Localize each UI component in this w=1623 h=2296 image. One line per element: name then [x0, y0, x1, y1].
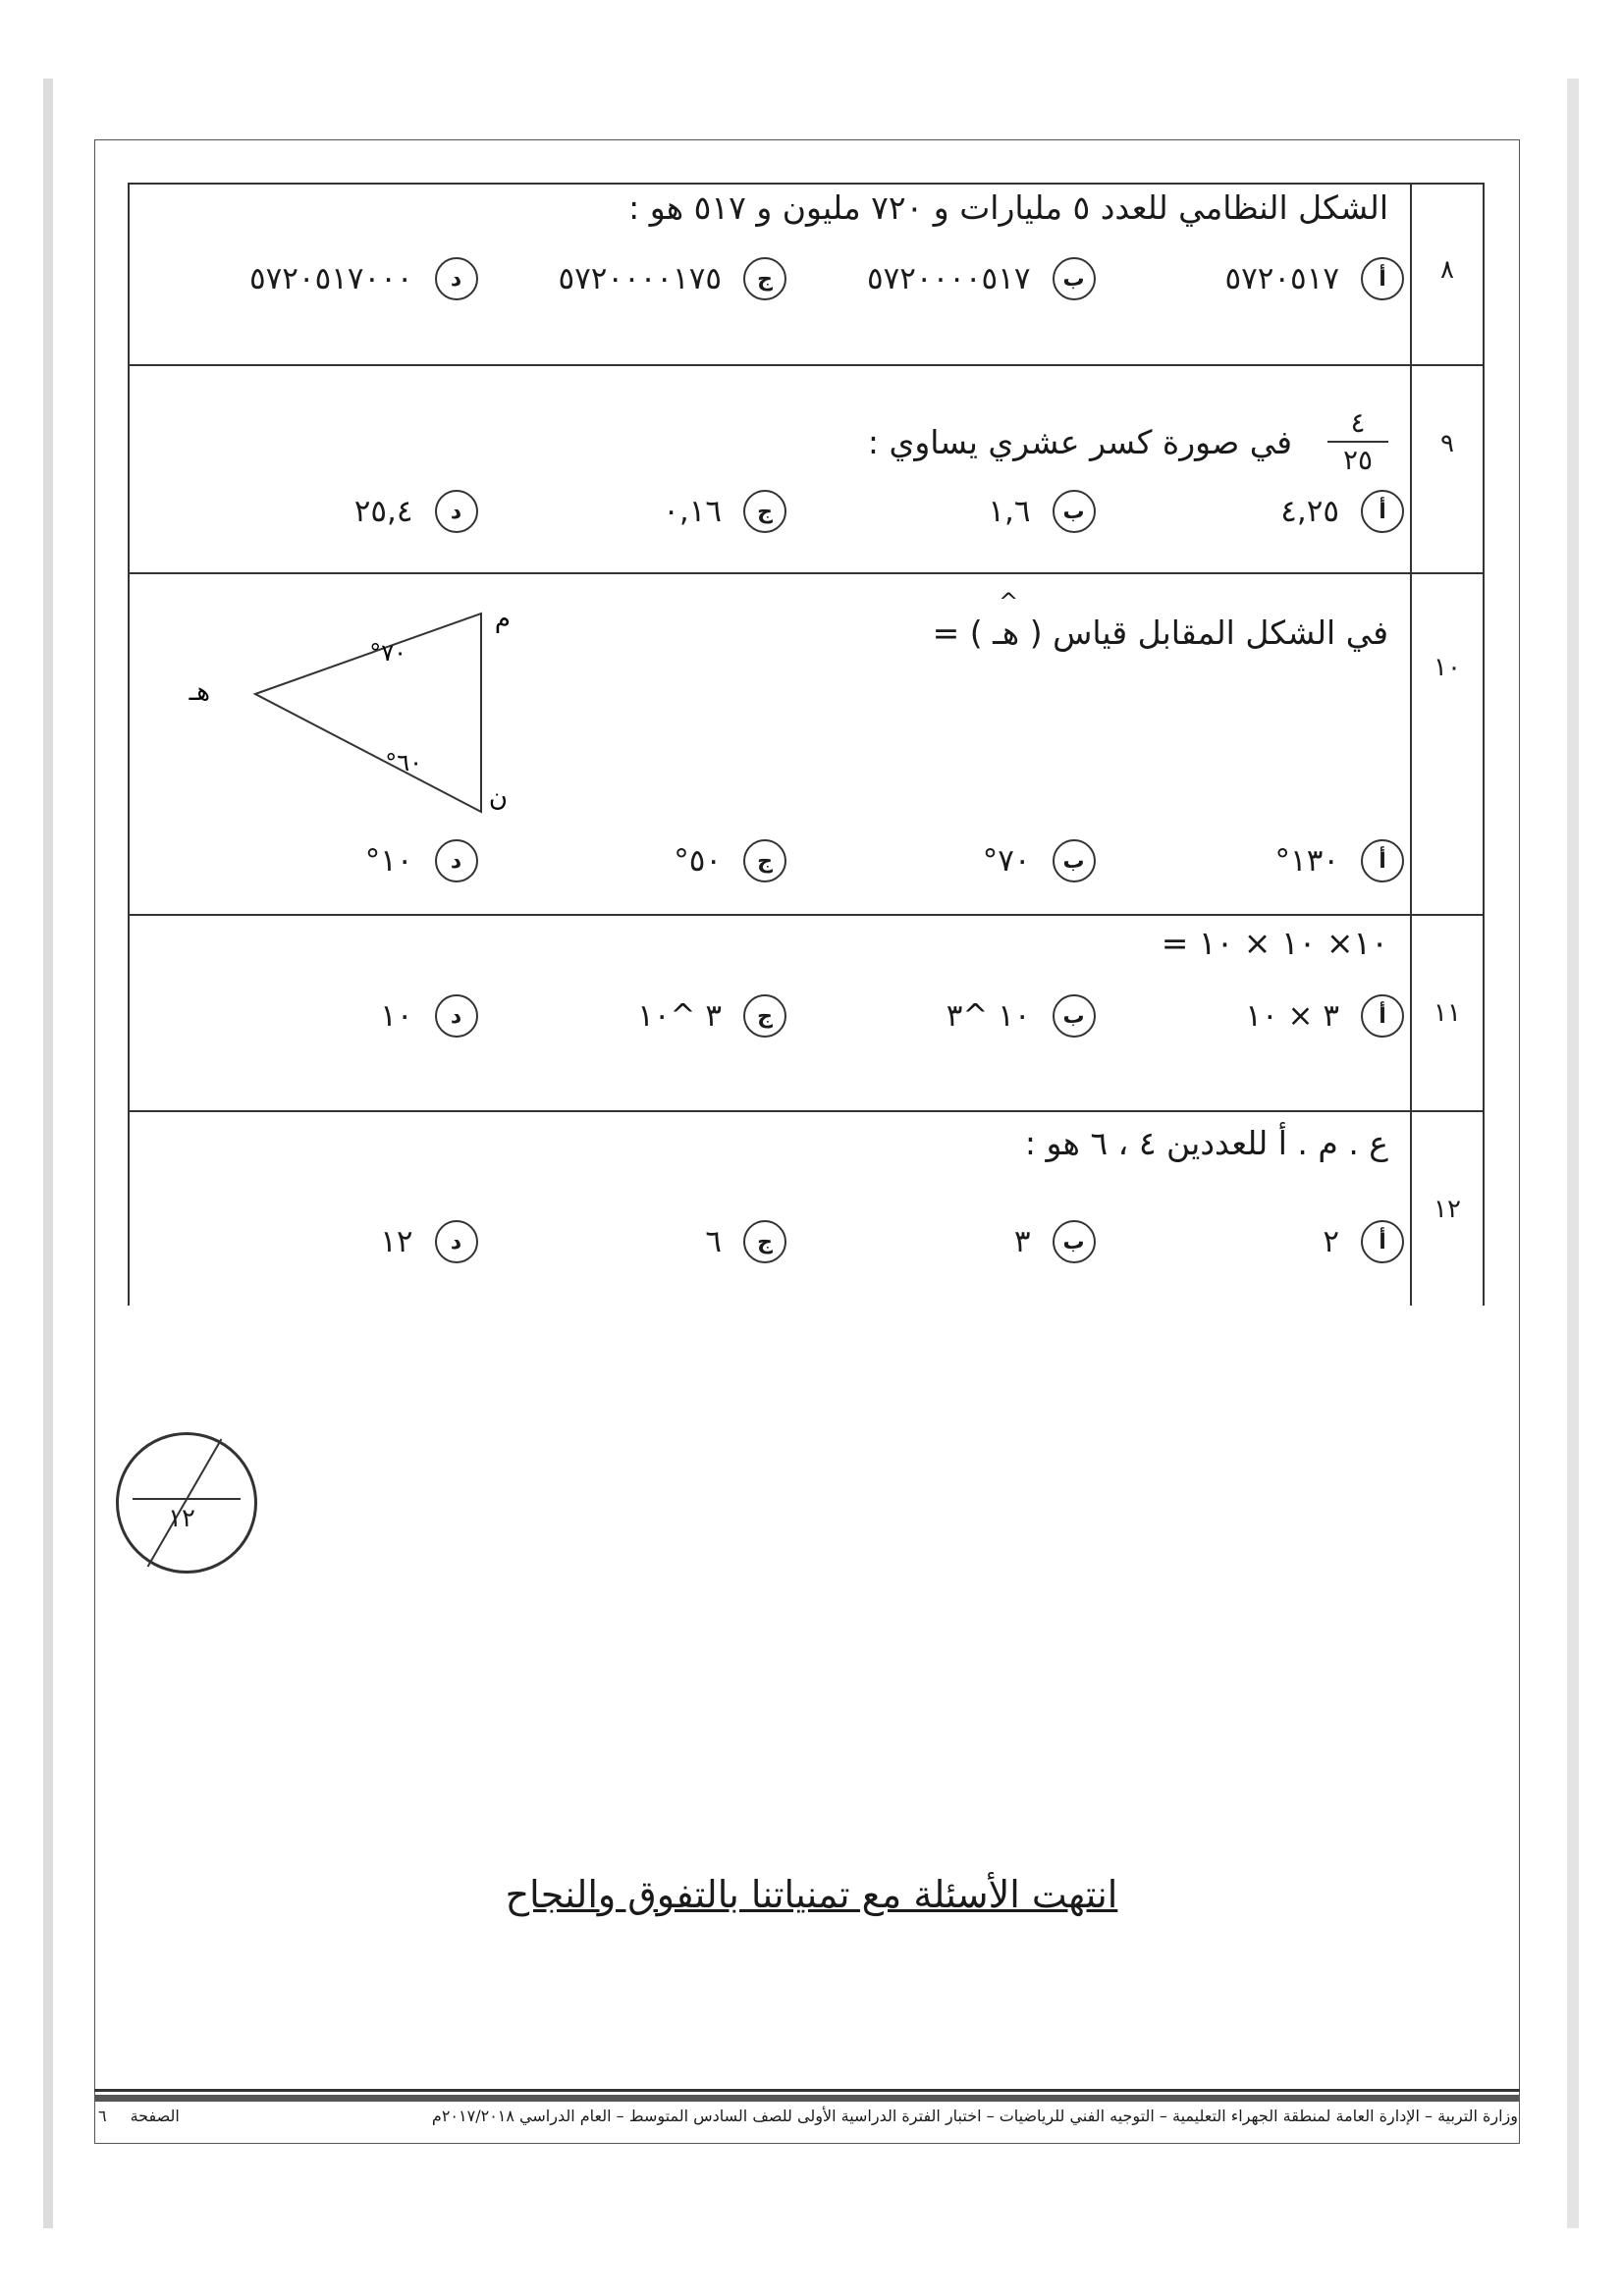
question-text	[868, 405, 1388, 478]
option-letter: أ	[1361, 994, 1404, 1038]
option-value: ٣	[1013, 1224, 1031, 1259]
option-b[interactable]	[786, 839, 1096, 882]
option-letter: ب	[1053, 994, 1096, 1038]
option-d[interactable]	[169, 490, 478, 533]
fraction-denominator: ٢٥	[1342, 444, 1374, 476]
question-number: ١٠	[1411, 573, 1484, 915]
option-letter: ج	[743, 490, 786, 533]
option-letter: ج	[743, 839, 786, 882]
option-c[interactable]	[478, 839, 787, 882]
angle-m-value: ٧٠°	[369, 639, 406, 667]
option-value: ٦	[705, 1224, 722, 1259]
option-letter: د	[435, 839, 478, 882]
option-c[interactable]	[478, 257, 787, 300]
option-b[interactable]	[786, 994, 1096, 1038]
option-value: ١٠	[380, 998, 413, 1034]
vertex-m: م	[494, 605, 511, 634]
option-value: ٥٧٢٠٥١٧	[1224, 261, 1339, 296]
option-b[interactable]	[786, 490, 1096, 533]
option-a[interactable]	[1096, 490, 1405, 533]
options	[169, 490, 1404, 533]
question-row-9	[129, 365, 1484, 573]
page-label: الصفحة	[130, 2107, 180, 2125]
option-d[interactable]	[169, 839, 478, 882]
triangle-figure	[169, 604, 522, 829]
option-d[interactable]	[169, 994, 478, 1038]
question-number: ٩	[1411, 365, 1484, 573]
fraction	[1327, 405, 1388, 478]
vertex-h: هـ	[189, 677, 210, 707]
options	[169, 257, 1404, 300]
option-d[interactable]	[169, 257, 478, 300]
option-letter: د	[435, 490, 478, 533]
option-letter: د	[435, 994, 478, 1038]
question-row-11	[129, 915, 1484, 1111]
option-value: ٥٧٢٠٠٠٠١٧٥	[558, 261, 722, 296]
options	[169, 1220, 1404, 1263]
question-row-8	[129, 184, 1484, 365]
option-value: ٥٠°	[674, 843, 722, 879]
footer-text: وزارة التربية – الإدارة العامة لمنطقة الجهراء التعليمية – التوجيه الفني للرياضيات – اختبار الفترة الدراسية الأولى للصف السادس المتوسط – العام الدراسي ٢٠١٧/٢٠١٨م	[431, 2107, 1518, 2125]
question-text: ١٠× ١٠ × ١٠ =	[1161, 924, 1388, 962]
question-text: الشكل النظامي للعدد ٥ مليارات و ٧٢٠ مليون و ٥١٧ هو :	[628, 188, 1388, 227]
option-letter: ج	[743, 994, 786, 1038]
option-letter: ج	[743, 257, 786, 300]
option-a[interactable]	[1096, 994, 1405, 1038]
vertex-n: ن	[488, 783, 508, 813]
option-value: ٧٠°	[982, 843, 1031, 879]
option-value: ٣ ^١٠	[637, 998, 722, 1034]
option-value: ١٢	[380, 1224, 413, 1259]
question-number: ٨	[1411, 184, 1484, 365]
option-letter: أ	[1361, 490, 1404, 533]
option-letter: ب	[1053, 839, 1096, 882]
option-value: ١٠ ^٣	[946, 998, 1031, 1034]
angle-n-value: ٦٠°	[385, 749, 422, 776]
grade-slash	[147, 1439, 223, 1568]
option-value: ٤,٢٥	[1280, 494, 1339, 529]
question-text: في الشكل المقابل قياس ( ^ هـ ) =	[933, 614, 1388, 652]
option-value: ٥٧٢٠٥١٧٠٠٠	[248, 261, 413, 296]
fraction-numerator: ٤	[1350, 406, 1366, 439]
option-value: ٢٥,٤	[353, 494, 413, 529]
option-letter: ب	[1053, 490, 1096, 533]
option-d[interactable]	[169, 1220, 478, 1263]
footer-rule-thick	[94, 2095, 1520, 2102]
option-letter: أ	[1361, 257, 1404, 300]
page-number: ٦	[98, 2107, 107, 2125]
option-b[interactable]	[786, 257, 1096, 300]
question-text: ع . م . أ للعددين ٤ ، ٦ هو :	[1024, 1124, 1388, 1162]
option-a[interactable]	[1096, 1220, 1405, 1263]
option-letter: ب	[1053, 257, 1096, 300]
footer	[98, 2107, 1518, 2125]
option-a[interactable]	[1096, 839, 1405, 882]
option-letter: د	[435, 257, 478, 300]
grade-circle	[116, 1432, 257, 1574]
option-letter: أ	[1361, 1220, 1404, 1263]
option-value: ٥٧٢٠٠٠٠٥١٧	[866, 261, 1031, 296]
option-a[interactable]	[1096, 257, 1405, 300]
option-value: ٢	[1323, 1224, 1339, 1259]
option-value: ٣ × ١٠	[1245, 998, 1339, 1034]
option-value: ١٠°	[364, 843, 413, 879]
options	[169, 994, 1404, 1038]
triangle-shape	[255, 614, 481, 812]
option-letter: د	[435, 1220, 478, 1263]
angle-letter: ^ هـ	[993, 614, 1019, 652]
option-c[interactable]	[478, 1220, 787, 1263]
question-number: ١٢	[1411, 1111, 1484, 1306]
option-c[interactable]	[478, 994, 787, 1038]
footer-rule	[94, 2089, 1520, 2092]
options	[169, 839, 1404, 882]
option-value: ١٣٠°	[1274, 843, 1339, 879]
option-letter: ب	[1053, 1220, 1096, 1263]
questions-table	[128, 183, 1485, 1306]
grade-score: ١٢	[168, 1504, 195, 1533]
option-letter: ج	[743, 1220, 786, 1263]
closing-message: انتهت الأسئلة مع تمنياتنا بالتفوق والنجاح	[505, 1873, 1118, 1916]
option-value: ٠,١٦	[663, 494, 722, 529]
option-value: ١,٦	[988, 494, 1031, 529]
option-b[interactable]	[786, 1220, 1096, 1263]
question-row-12	[129, 1111, 1484, 1306]
question-number: ١١	[1411, 915, 1484, 1111]
question-row-10	[129, 573, 1484, 915]
page-indicator	[98, 2107, 180, 2125]
question-text-body: في صورة كسر عشري يساوي :	[867, 422, 1292, 461]
option-letter: أ	[1361, 839, 1404, 882]
option-c[interactable]	[478, 490, 787, 533]
